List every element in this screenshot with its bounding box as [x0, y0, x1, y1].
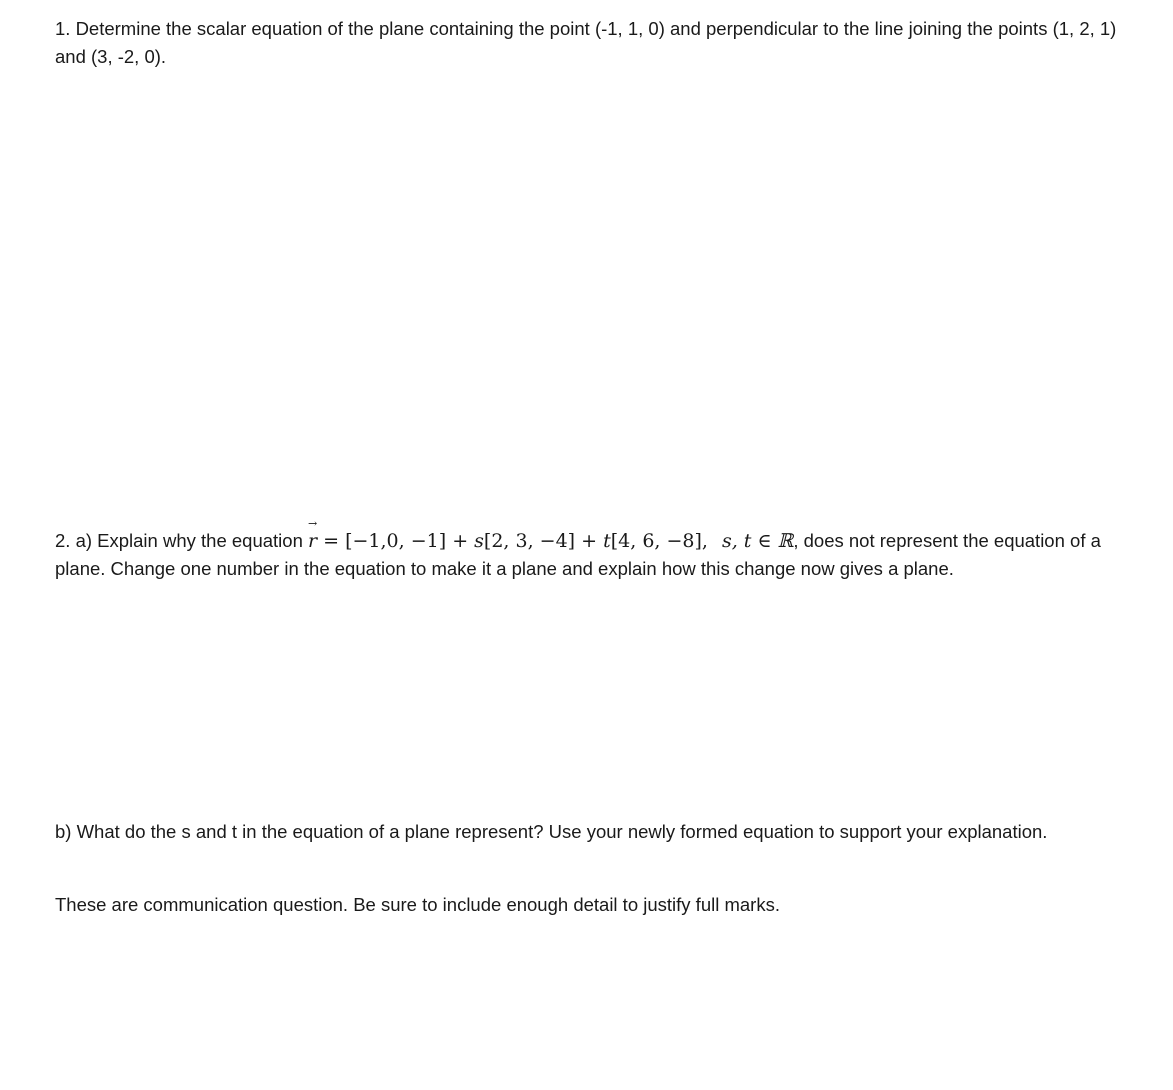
- question-2a-rest: , does not represent the equation of a plane. Change one number in the equation to make it a plane and explain how this change now gives a plane.: [55, 530, 1101, 579]
- question-2a-intro: 2. a) Explain why the equation: [55, 530, 308, 551]
- direction-term-2: [4, 6, −8],: [610, 530, 708, 552]
- vector-equation: r → = [−1,0, −1] + s[2, 3, −4] + t[4, 6, −8], s, t ∈ ℝ: [308, 530, 793, 552]
- direction-term-1: [2, 3, −4]: [483, 530, 576, 552]
- communication-note: [55, 891, 1125, 919]
- question-2a: [55, 517, 1125, 583]
- question-1: [55, 15, 1125, 71]
- question-2b-text: b) What do the s and t in the equation of a plane represent? Use your newly formed equation to support your explanation.: [55, 821, 1048, 842]
- point-term: [−1,0, −1]: [345, 530, 447, 552]
- param-s: s: [474, 530, 484, 552]
- question-2b: [55, 818, 1125, 846]
- communication-note-text: These are communication question. Be sure to include enough detail to justify full marks.: [55, 894, 780, 915]
- vector-r: r →: [308, 517, 318, 552]
- question-1-text: 1. Determine the scalar equation of the plane containing the point (-1, 1, 0) and perpendicular to the line joining the points (1, 2, 1) and (3, -2, 0).: [55, 18, 1117, 67]
- param-domain: s, t ∈ ℝ: [721, 530, 794, 552]
- vector-arrow-icon: →: [308, 517, 318, 530]
- param-t: t: [603, 530, 611, 552]
